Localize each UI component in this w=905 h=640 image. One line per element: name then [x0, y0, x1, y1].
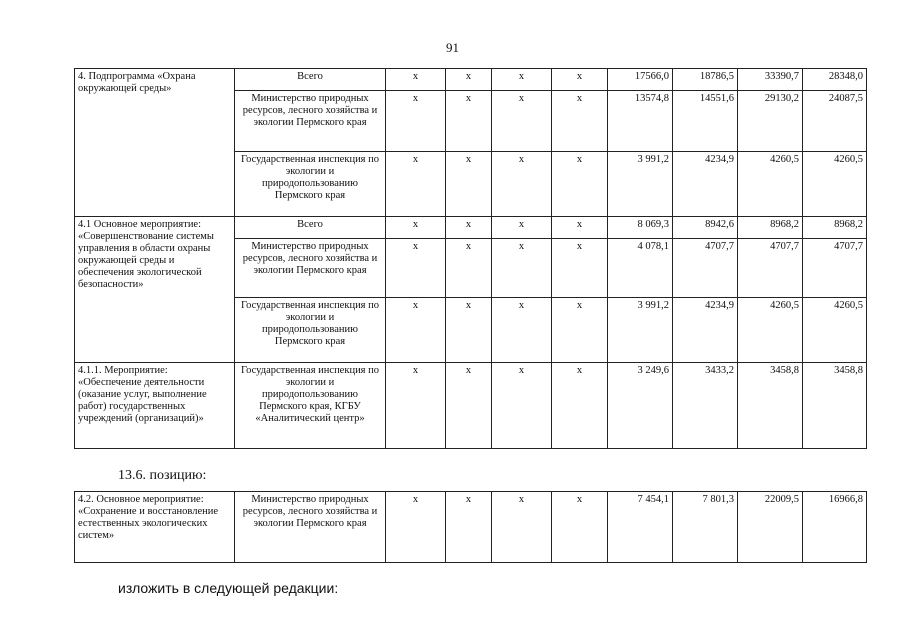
- value-cell: 3 991,2: [608, 298, 673, 363]
- value-cell: 3458,8: [738, 363, 803, 449]
- value-cell: 3433,2: [673, 363, 738, 449]
- table-row: [75, 492, 867, 563]
- mark-cell: х: [552, 91, 608, 152]
- value-cell: 33390,7: [738, 69, 803, 91]
- value-cell: 8968,2: [803, 217, 867, 239]
- activity-name: 4. Подпрограмма «Охрана окружающей среды»: [75, 69, 235, 217]
- page-number: 91: [446, 40, 459, 55]
- mark-cell: х: [552, 239, 608, 298]
- section-note: изложить в следующей редакции:: [118, 580, 339, 596]
- value-cell: 4707,7: [673, 239, 738, 298]
- program-table: [74, 68, 867, 449]
- mark-cell: х: [492, 298, 552, 363]
- mark-cell: х: [446, 239, 492, 298]
- executor-cell: Министерство природных ресурсов, лесного хозяйства и экологии Пермского края: [235, 492, 386, 563]
- value-cell: 8 069,3: [608, 217, 673, 239]
- value-cell: 3 249,6: [608, 363, 673, 449]
- value-cell: 4260,5: [803, 298, 867, 363]
- value-cell: 4707,7: [803, 239, 867, 298]
- value-cell: 17566,0: [608, 69, 673, 91]
- value-cell: 3 991,2: [608, 152, 673, 217]
- mark-cell: х: [552, 492, 608, 563]
- mark-cell: х: [446, 217, 492, 239]
- mark-cell: х: [492, 217, 552, 239]
- mark-cell: х: [386, 217, 446, 239]
- mark-cell: х: [492, 239, 552, 298]
- activity-name: 4.1.1. Мероприятие: «Обеспечение деятельности (оказание услуг, выполнение работ) государственных учреждений (организаций)»: [75, 363, 235, 449]
- mark-cell: х: [386, 298, 446, 363]
- mark-cell: х: [386, 152, 446, 217]
- mark-cell: х: [446, 91, 492, 152]
- executor-cell: Министерство природных ресурсов, лесного хозяйства и экологии Пермского края: [235, 91, 386, 152]
- mark-cell: х: [386, 69, 446, 91]
- executor-cell: Всего: [235, 217, 386, 239]
- value-cell: 29130,2: [738, 91, 803, 152]
- program-table-body: [75, 69, 867, 449]
- value-cell: 4260,5: [738, 152, 803, 217]
- value-cell: 4234,9: [673, 152, 738, 217]
- executor-cell: Всего: [235, 69, 386, 91]
- mark-cell: х: [386, 91, 446, 152]
- value-cell: 7 454,1: [608, 492, 673, 563]
- mark-cell: х: [492, 363, 552, 449]
- executor-cell: Государственная инспекция по экологии и природопользованию Пермского края: [235, 152, 386, 217]
- executor-cell: Государственная инспекция по экологии и природопользованию Пермского края, КГБУ «Аналитический центр»: [235, 363, 386, 449]
- value-cell: 13574,8: [608, 91, 673, 152]
- mark-cell: х: [492, 69, 552, 91]
- mark-cell: х: [446, 298, 492, 363]
- mark-cell: х: [386, 239, 446, 298]
- value-cell: 24087,5: [803, 91, 867, 152]
- mark-cell: х: [446, 363, 492, 449]
- value-cell: 22009,5: [738, 492, 803, 563]
- value-cell: 16966,8: [803, 492, 867, 563]
- mark-cell: х: [552, 298, 608, 363]
- value-cell: 4 078,1: [608, 239, 673, 298]
- mark-cell: х: [552, 363, 608, 449]
- activity-name: 4.2. Основное мероприятие: «Сохранение и восстановление естественных экологических систем»: [75, 492, 235, 563]
- value-cell: 7 801,3: [673, 492, 738, 563]
- mark-cell: х: [386, 363, 446, 449]
- activity-name: 4.1 Основное мероприятие: «Совершенствование системы управления в области охраны окружающей среды и обеспечения экологической безопасности»: [75, 217, 235, 363]
- mark-cell: х: [492, 91, 552, 152]
- mark-cell: х: [492, 152, 552, 217]
- value-cell: 8942,6: [673, 217, 738, 239]
- executor-cell: Государственная инспекция по экологии и природопользованию Пермского края: [235, 298, 386, 363]
- value-cell: 4234,9: [673, 298, 738, 363]
- executor-cell: Министерство природных ресурсов, лесного хозяйства и экологии Пермского края: [235, 239, 386, 298]
- mark-cell: х: [552, 152, 608, 217]
- mark-cell: х: [552, 217, 608, 239]
- activity-table: [74, 491, 867, 563]
- section-note: 13.6. позицию:: [118, 468, 207, 483]
- table-row: [75, 217, 867, 239]
- mark-cell: х: [386, 492, 446, 563]
- mark-cell: х: [446, 69, 492, 91]
- value-cell: 18786,5: [673, 69, 738, 91]
- mark-cell: х: [446, 492, 492, 563]
- mark-cell: х: [492, 492, 552, 563]
- mark-cell: х: [552, 69, 608, 91]
- table-row: [75, 363, 867, 449]
- table-row: [75, 69, 867, 91]
- value-cell: 3458,8: [803, 363, 867, 449]
- value-cell: 4707,7: [738, 239, 803, 298]
- value-cell: 28348,0: [803, 69, 867, 91]
- value-cell: 8968,2: [738, 217, 803, 239]
- value-cell: 14551,6: [673, 91, 738, 152]
- value-cell: 4260,5: [738, 298, 803, 363]
- value-cell: 4260,5: [803, 152, 867, 217]
- mark-cell: х: [446, 152, 492, 217]
